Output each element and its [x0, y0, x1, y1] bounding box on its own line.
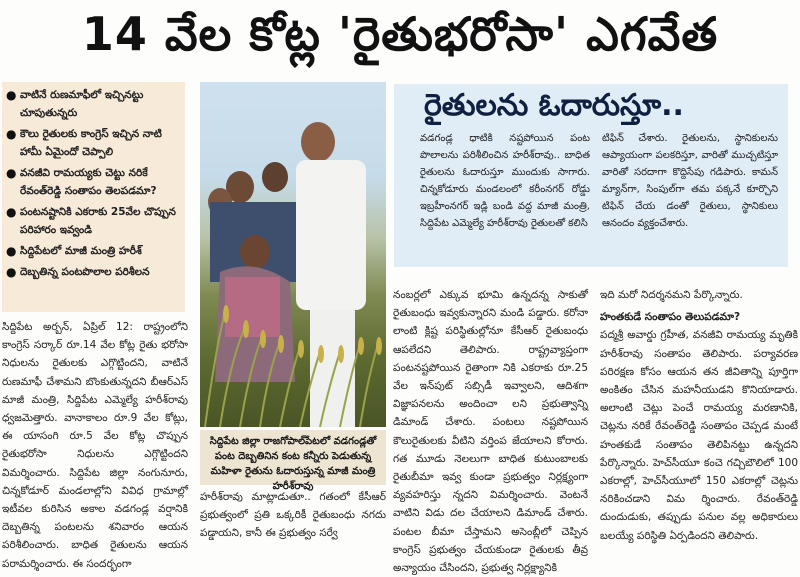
article-column-2	[393, 286, 588, 577]
highlight-item	[6, 86, 181, 122]
photo-caption: సిద్దిపేట జిల్లా రాజగోపాల్‌పేటలో వడగండ్లతో పంట దెబ్బతినిన కంట కన్నీరు పెడుతున్న మహిళా రైతును ఓదారుస్తున్న మాజీ మంత్రి హరీశ్‌రావు	[200, 430, 386, 485]
highlight-text: సిద్దిపేటలో మాజీ మంత్రి హరీశ్	[20, 245, 142, 257]
highlight-item	[6, 125, 181, 161]
highlight-text: వాటినే రుణమాఫీలో ఇచ్చినట్టు చూపుతున్నరు	[20, 89, 144, 119]
highlight-item	[6, 242, 181, 260]
bullet-icon: ●	[6, 127, 17, 141]
highlight-text: పంటనష్టానికి ఎకరాకు 25వేల చొప్పున పరిహారం ఇవ్వండి	[20, 206, 176, 236]
bullet-icon: ●	[6, 265, 17, 279]
headline: 14 వేల కోట్ల 'రైతుభరోసా' ఎగవేత	[81, 7, 719, 61]
bullet-icon: ●	[6, 205, 17, 219]
highlight-text: కౌలు రైతులకు కాంగ్రెస్ ఇచ్చిన నాటి హామీ ఏమైందో చెప్పాలి	[20, 128, 162, 158]
bullet-icon: ●	[6, 166, 17, 180]
highlight-text: వనజీవి రామయ్యకు చెట్టు నరికే రేవంత్‌రెడ్డి సంతాపం తెలపడమా?	[20, 167, 157, 197]
sidebar-box-column-1: వడగండ్ల ధాటికి నష్టపోయిన పంట పొలాలను పరిశీలించిన హరీశ్‌రావు.. బాధిత రైతులను ఓదారుస్తూ ముందుకు సాగారు. చిన్నకోడూరు మండలంలో కరీంనగర్ రోడ్డు ఇబ్రహీంనగర్ ఇడ్లి బండి వద్ద మాజీ మంత్రి, సిద్దిపేట ఎమ్మెల్యే హరీశ్‌రావు రైతులతో కలిసి	[420, 133, 590, 229]
highlight-text: దెబ్బతిన్న పంటపొలాల పరిశీలన	[20, 266, 150, 278]
sidebar-box-column-2: టిఫిన్ చేశారు. రైతులను, స్థానికులను ఆప్యాయంగా పలకరిస్తూ, వారితో ముచ్చటిస్తూ వారితో సరదాగా కొద్దిసేపు గడిపారు. కామన్ మ్యాన్‌గా, సింపుల్‌గా తమ పక్కనే కూర్చొని టిఫిన్ చేయ డంతో రైతులు, స్థానికులు ఆనందం వ్యక్తంచేశారు.	[602, 133, 778, 229]
article-subheading: హంతకుడే సంతాపం తెలుపడమా?	[600, 311, 741, 324]
article-paragraph: నంబర్లలో ఎక్కువ భూమి ఉన్నదన్న సాకుతో రైతుబంధు ఇవ్వకున్నారని మండి పడ్డారు. కరోనా లాంటి క్లిష్ట పరిస్థితుల్లోనూ కేసీఆర్ రైతుబంధు ఆపలేదని తెలిపారు. రాష్ట్రవ్యాప్తంగా పంటనష్టపోయిన రైతాంగా నికి ఎకరాకు రూ.25 వేల ఇన్‌పుట్ సబ్సిడీ ఇవ్వాలని, ఆదిశగా విజ్ఞాపనలను అందించా లని ప్రభుత్వాన్ని డిమాండ్ చేశారు. పంటలు నష్టపోయిన కౌలురైతులకు వీటిని వర్తింప జేయాలని కోరారు. గత మూడు నెలలుగా బాధిత కుటుంబాలకు రైతుబీమా ఇవ్వ కుండా ప్రభుత్వం నిర్లక్ష్యంగా వ్యవహరిస్తు న్నదని విమర్శించారు. వెంటనే వాటిని విడు దల చేయాలని డిమాండ్ చేశారు. పంటల బీమా చేస్తామని అసెంబ్లీలో చెప్పిన కాంగ్రెస్ ప్రభుత్వం చేయకుండా రైతులకు తీవ్ర అన్యాయం చేసిందని, ప్రభుత్వ నిర్లక్ష్యానికి	[393, 289, 588, 575]
sidebar-box-title: రైతులను ఓదారుస్తూ..	[424, 88, 684, 123]
bullet-icon: ●	[6, 88, 17, 102]
article-paragraph: ఇది మరో నిదర్శనమని పేర్కొన్నారు.	[600, 289, 743, 301]
highlight-item	[6, 263, 181, 281]
article-paragraph: పద్మశ్రీ అవార్డు గ్రహీత, వనజీవి రామయ్య మృతికి హరీశ్‌రావు సంతాపం తెలిపారు. పర్యావరణ పరిరక్షణ కోసం ఆయన తన జీవితాన్ని పూర్తిగా అంకితం చేసిన మహనీయుడని కొనియాడారు. అలాంటి చెట్లు పెంచే రామయ్య మరణానికి, చెట్లను నరికే రేవంత్‌రెడ్డి సంతాపం చెప్పడ మంటే హంతకుడే సంతాపం తెలిపినట్టు ఉన్నదని పేర్కొన్నారు. హెచ్‌సీయూ కంచె గచ్చిబౌలిలో 100 ఎకరాల్లో, హెచ్‌సీయూలో 150 ఎకరాల్లో చెట్లను నరికించడాని విమ ర్శించారు. రేవంత్‌రెడ్డి దుందుడుకు, తప్పుడు పనుల వల్ల అధికారులు బలయ్యే పరిస్థితి ఏర్పడిందని తెలిపారు.	[600, 329, 798, 542]
article-paragraph: సిద్దిపేట అర్బన్, ఏప్రిల్ 12: రాష్ట్రంలోని కాంగ్రెస్ సర్కార్ రూ.14 వేల కోట్ల రైతు భరోసా నిధులను రైతులకు ఎగ్గొట్టిందని, వాటినే రుణమాఫీ చేశామని బొంకుతున్నదని బీఆర్ఎస్ మాజీ మంత్రి, సిద్దిపేట ఎమ్మెల్యే హరీశ్‌రావు ధ్వజమెత్తారు. వానాకాలం రూ.9 వేల కోట్లు, ఈ యాసంగి రూ.5 వేల కోట్ల చొప్పున రైతుభరోసా నిధులను ఎగ్గొట్టిందని విమర్శించారు. సిద్దిపేట జిల్లా నంగునూరు, చిన్నకోడూర్ మండలాల్లోని వివిధ గ్రామాల్లో ఇటీవల కురిసిన అకాల వడగండ్ల వర్షానికి దెబ్బతిన్న పంటలను శనివారం ఆయన పరిశీలించారు. బాధిత రైతులను ఆయన పరామర్శించారు. ఈ సందర్భంగా	[2, 321, 188, 570]
highlights-box	[2, 82, 185, 312]
article-column-1-continued	[200, 488, 386, 543]
bullet-icon: ●	[6, 244, 17, 258]
sidebar-box	[394, 84, 788, 267]
highlight-item	[6, 203, 181, 239]
highlight-item	[6, 164, 181, 200]
article-column-3	[600, 286, 798, 545]
photo-illustration	[200, 82, 386, 427]
article-paragraph: హరీశ్‌రావు మాట్లాడుతూ.. గతంలో కేసీఆర్ ప్రభుత్వంలో ప్రతి ఒక్కరికీ రైతుబంధు నగదు పడ్డాయని, కానీ ఈ ప్రభుత్వం సర్వే	[200, 491, 386, 540]
article-column-1	[2, 318, 188, 573]
news-photo	[200, 82, 386, 427]
